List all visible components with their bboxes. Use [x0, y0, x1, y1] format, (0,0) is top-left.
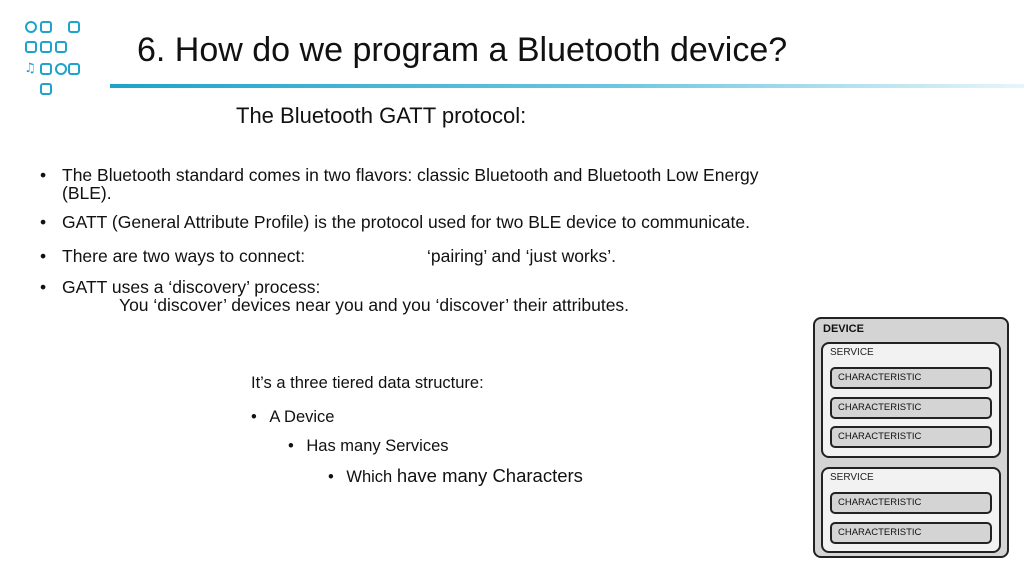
characteristic-box: CHARACTERISTIC [830, 426, 992, 448]
music-note-icon: ♫ [24, 61, 36, 76]
square-icon [55, 41, 67, 53]
clock-icon [55, 63, 67, 75]
tier-level-2-text: Has many Services [306, 437, 449, 455]
service-label: SERVICE [830, 347, 874, 358]
bullet-text-indented: You ‘discover’ devices near you and you ‘discover’ their attributes. [119, 295, 630, 315]
tier-level-2 [288, 437, 449, 456]
square-icon [40, 21, 52, 33]
device-label: DEVICE [823, 323, 864, 335]
bullet-dot: • [40, 165, 47, 185]
question-icon [40, 41, 52, 53]
service-box [821, 467, 1001, 553]
chat-bubble-icon [25, 21, 37, 33]
bullet-text: There are two ways to connect: [62, 246, 306, 266]
bullet-text: GATT uses a ‘discovery’ process: [62, 277, 321, 297]
tier-level-3-text: have many Characters [396, 465, 583, 486]
square-icon [40, 83, 52, 95]
device-box [813, 317, 1009, 558]
logo-icon-grid [0, 0, 100, 100]
bullet-dot: • [40, 212, 47, 232]
bullet-text: GATT (General Attribute Profile) is the protocol used for two BLE device to communicate. [62, 212, 750, 232]
square-icon [68, 63, 80, 75]
bullet-dot: • [288, 437, 294, 455]
square-icon [40, 63, 52, 75]
characteristic-box: CHARACTERISTIC [830, 397, 992, 419]
tier-level-1-text: A Device [269, 408, 335, 426]
tier-level-3 [328, 465, 583, 487]
bullet-dot: • [40, 246, 47, 266]
square-icon [25, 41, 37, 53]
bullet-text-continued: (BLE). [62, 183, 112, 203]
characteristic-box: CHARACTERISTIC [830, 492, 992, 514]
service-label: SERVICE [830, 472, 874, 483]
slide-subtitle: The Bluetooth GATT protocol: [236, 103, 527, 128]
tier-level-3-prefix: Which [346, 468, 393, 486]
bullet-dot: • [251, 408, 257, 426]
title-underline [110, 84, 1024, 88]
characteristic-box: CHARACTERISTIC [830, 522, 992, 544]
bullet-dot: • [328, 468, 334, 486]
service-box [821, 342, 1001, 458]
bullet-text: The Bluetooth standard comes in two flavors: classic Bluetooth and Bluetooth Low Energy [62, 165, 759, 185]
bullet-text-connection-types: ‘pairing’ and ‘just works’. [427, 246, 617, 266]
window-icon [68, 21, 80, 33]
tier-level-1 [251, 408, 335, 427]
tier-intro: It’s a three tiered data structure: [251, 374, 484, 392]
characteristic-box: CHARACTERISTIC [830, 367, 992, 389]
slide-title: 6. How do we program a Bluetooth device? [137, 31, 788, 69]
bullet-dot: • [40, 277, 47, 297]
